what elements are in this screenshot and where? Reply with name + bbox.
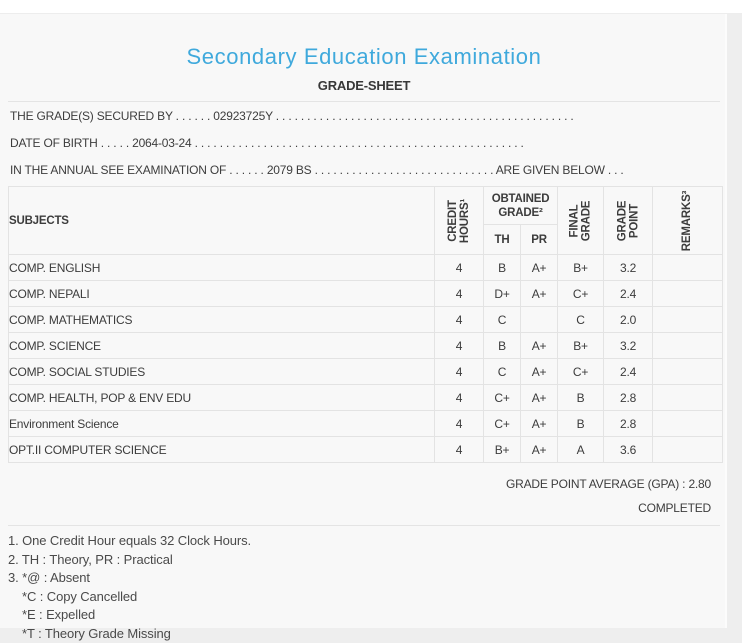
status-completed: COMPLETED: [8, 501, 720, 515]
cell-final: B: [558, 411, 604, 437]
footnote-absent: 3. *@ : Absent: [8, 569, 720, 588]
cell-credit: 4: [435, 437, 484, 463]
final-grade-line1: FINAL: [569, 204, 581, 237]
column-header-subjects: SUBJECTS: [9, 187, 435, 255]
cell-final: C: [558, 307, 604, 333]
cell-subject: COMP. MATHEMATICS: [9, 307, 435, 333]
cell-credit: 4: [435, 333, 484, 359]
cell-pr: A+: [521, 333, 558, 359]
cell-remarks: [653, 411, 723, 437]
credit-hours-line2: HOURS¹: [459, 198, 471, 242]
cell-th: C+: [484, 411, 521, 437]
cell-pr: A+: [521, 411, 558, 437]
cell-pr: A+: [521, 437, 558, 463]
grade-point-line2: POINT: [628, 203, 640, 237]
cell-th: B: [484, 333, 521, 359]
cell-remarks: [653, 333, 723, 359]
grade-point-rotated-label: [604, 189, 652, 253]
cell-final: B: [558, 385, 604, 411]
cell-credit: 4: [435, 359, 484, 385]
cell-gp: 2.4: [604, 359, 653, 385]
remarks-line1: REMARKS³: [682, 190, 694, 250]
cell-credit: 4: [435, 411, 484, 437]
column-header-grade-point: [604, 187, 653, 255]
cell-final: B+: [558, 333, 604, 359]
footnote-credit-hour: 1. One Credit Hour equals 32 Clock Hours.: [8, 532, 720, 551]
column-header-practical: PR: [521, 225, 558, 255]
column-header-obtained-grade: OBTAINED GRADE²: [484, 187, 558, 225]
cell-gp: 3.2: [604, 333, 653, 359]
credit-hours-rotated-label: [435, 189, 483, 253]
table-row: [9, 307, 723, 333]
cell-final: B+: [558, 255, 604, 281]
page-subtitle: GRADE-SHEET: [8, 70, 720, 93]
column-header-theory: TH: [484, 225, 521, 255]
cell-pr: A+: [521, 281, 558, 307]
table-row: [9, 385, 723, 411]
final-grade-line2: GRADE: [581, 200, 593, 241]
footnote-copy-cancelled: *C : Copy Cancelled: [8, 588, 720, 607]
cell-gp: 2.8: [604, 411, 653, 437]
gpa-summary: GRADE POINT AVERAGE (GPA) : 2.80: [8, 477, 720, 491]
cell-gp: 2.4: [604, 281, 653, 307]
footnote-expelled: *E : Expelled: [8, 606, 720, 625]
remarks-rotated-label: [653, 189, 722, 253]
footnote-theory-grade-missing: *T : Theory Grade Missing: [8, 625, 720, 643]
candidate-info-section: [8, 102, 720, 184]
table-row: [9, 333, 723, 359]
top-white-strip: [0, 0, 742, 14]
grades-table: [8, 186, 723, 463]
cell-pr: A+: [521, 359, 558, 385]
cell-final: A: [558, 437, 604, 463]
cell-subject: COMP. SOCIAL STUDIES: [9, 359, 435, 385]
cell-remarks: [653, 281, 723, 307]
info-line-examination-year: IN THE ANNUAL SEE EXAMINATION OF . . . . . . 2079 BS . . . . . . . . . . . . . . . . . . . . . . . . . . . . . ARE GIVEN BELOW . . .: [8, 157, 720, 184]
cell-subject: Environment Science: [9, 411, 435, 437]
cell-credit: 4: [435, 385, 484, 411]
table-row: [9, 411, 723, 437]
cell-subject: COMP. HEALTH, POP & ENV EDU: [9, 385, 435, 411]
cell-gp: 2.0: [604, 307, 653, 333]
credit-hours-line1: CREDIT: [447, 200, 459, 242]
table-row: [9, 255, 723, 281]
cell-th: B+: [484, 437, 521, 463]
table-row: [9, 281, 723, 307]
cell-th: C: [484, 359, 521, 385]
cell-pr: [521, 307, 558, 333]
cell-gp: 3.6: [604, 437, 653, 463]
column-header-credit-hours: [435, 187, 484, 255]
cell-remarks: [653, 307, 723, 333]
gradesheet-card: [0, 14, 727, 628]
cell-subject: COMP. ENGLISH: [9, 255, 435, 281]
cell-remarks: [653, 255, 723, 281]
cell-gp: 2.8: [604, 385, 653, 411]
table-row: [9, 359, 723, 385]
cell-gp: 3.2: [604, 255, 653, 281]
cell-credit: 4: [435, 255, 484, 281]
final-grade-rotated-label: [558, 189, 603, 253]
cell-final: C+: [558, 359, 604, 385]
table-row: [9, 437, 723, 463]
cell-th: C+: [484, 385, 521, 411]
cell-pr: A+: [521, 255, 558, 281]
footnotes-section: [8, 526, 720, 643]
column-header-remarks: [653, 187, 723, 255]
footnote-th-pr: 2. TH : Theory, PR : Practical: [8, 551, 720, 570]
page-title: Secondary Education Examination: [8, 14, 720, 70]
cell-remarks: [653, 359, 723, 385]
info-line-grades-secured-by: THE GRADE(S) SECURED BY . . . . . . 02923725Y . . . . . . . . . . . . . . . . . . . . . . . . . . . . . . . . . . . . . . . . . . . . . . . .: [8, 103, 720, 130]
cell-th: C: [484, 307, 521, 333]
cell-final: C+: [558, 281, 604, 307]
cell-remarks: [653, 437, 723, 463]
cell-th: B: [484, 255, 521, 281]
cell-credit: 4: [435, 307, 484, 333]
cell-remarks: [653, 385, 723, 411]
cell-pr: A+: [521, 385, 558, 411]
cell-subject: COMP. NEPALI: [9, 281, 435, 307]
column-header-final-grade: [558, 187, 604, 255]
cell-subject: OPT.II COMPUTER SCIENCE: [9, 437, 435, 463]
grade-point-line1: GRADE: [616, 200, 628, 241]
cell-th: D+: [484, 281, 521, 307]
cell-credit: 4: [435, 281, 484, 307]
info-line-date-of-birth: DATE OF BIRTH . . . . . 2064-03-24 . . . . . . . . . . . . . . . . . . . . . . . . . . . . . . . . . . . . . . . . . . . . . . . . . . . . .: [8, 130, 720, 157]
cell-subject: COMP. SCIENCE: [9, 333, 435, 359]
